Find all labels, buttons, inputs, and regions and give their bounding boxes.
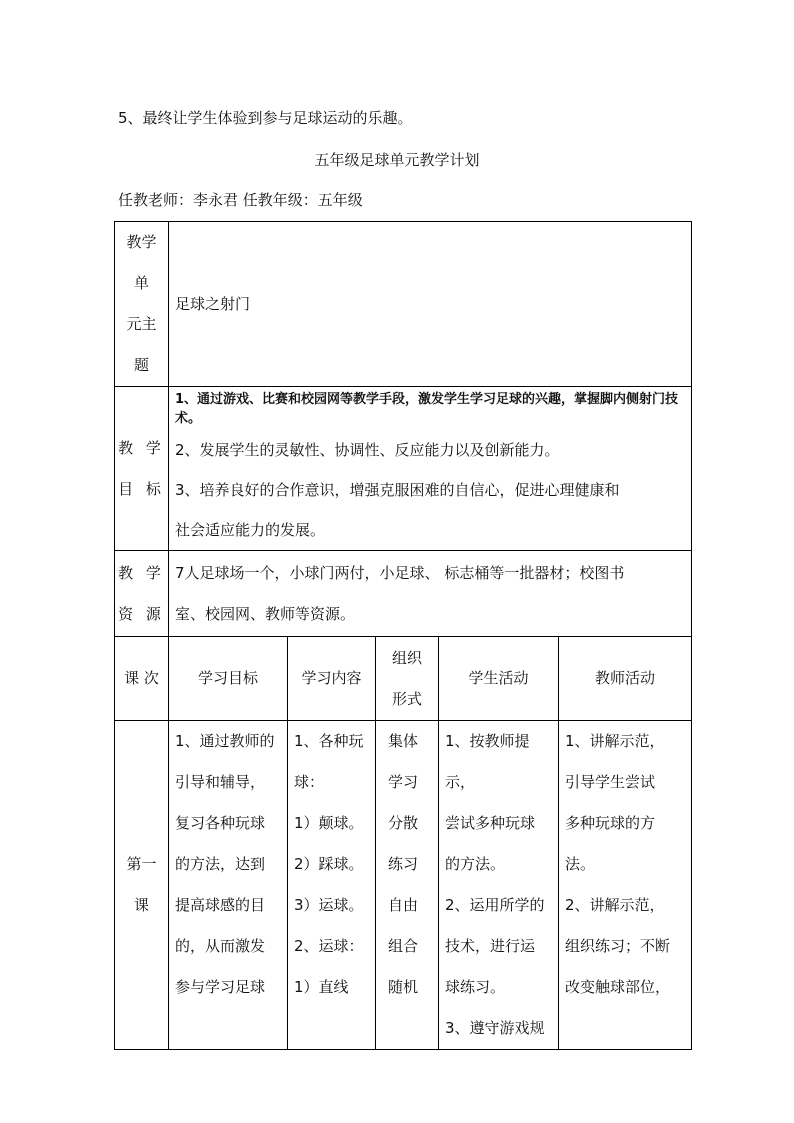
resources-line-2: 室、校园网、教师等资源。	[175, 604, 356, 623]
lesson-1-row	[115, 721, 692, 1050]
lesson-1-goal: 1、通过教师的 引导和辅导， 复习各种玩球 的方法，达到 提高球感的目 的，从而激发 参与学习足球	[169, 721, 288, 1050]
lesson-1-content: 1、各种玩 球： 1）颠球。 2）踩球。 3）运球。 2、运球： 1）直线	[288, 721, 376, 1050]
goal-3-line-1: 3、培养良好的合作意识，增强克服困难的自信心，促进心理健康和	[175, 480, 620, 499]
goal-3-line-2: 社会适应能力的发展。	[175, 520, 326, 539]
lesson-1-student: 1、按教师提示， 尝试多种玩球 的方法。 2、运用所学的 技术，进行运 球练习。 3、遵守游戏规	[439, 721, 559, 1050]
unit-theme-value: 足球之射门	[169, 222, 692, 387]
resources-value	[169, 551, 692, 637]
unit-theme-row	[115, 222, 692, 387]
goal-2: 2、发展学生的灵敏性、协调性、反应能力以及创新能力。	[175, 440, 560, 459]
header-content: 学习内容	[288, 637, 376, 721]
unit-theme-label: 教学 单 元主 题	[115, 222, 169, 387]
header-lesson: 课 次	[115, 637, 169, 721]
goals-value	[169, 387, 692, 551]
teaching-plan-table	[114, 221, 692, 1050]
resources-row	[115, 551, 692, 637]
lesson-1-label: 第一 课	[115, 721, 169, 1050]
header-teacher: 教师活动	[559, 637, 692, 721]
header-org: 组织 形式	[376, 637, 439, 721]
header-goal: 学习目标	[169, 637, 288, 721]
resources-label: 教 学 资 源	[115, 551, 169, 637]
header-student: 学生活动	[439, 637, 559, 721]
lesson-header-row	[115, 637, 692, 721]
page-title: 五年级足球单元教学计划	[314, 151, 480, 169]
goal-1: 1、通过游戏、比赛和校园网等教学手段，激发学生学习足球的兴趣，掌握脚内侧射门技术。	[175, 391, 679, 426]
goals-row	[115, 387, 692, 551]
goals-label: 教 学 目 标	[115, 387, 169, 551]
lesson-1-teacher: 1、讲解示范， 引导学生尝试 多种玩球的方 法。 2、讲解示范， 组织练习；不断 改变触球部位，	[559, 721, 692, 1050]
intro-line: 5、最终让学生体验到参与足球运动的乐趣。	[118, 109, 413, 127]
teacher-info: 任教老师：李永君 任教年级：五年级	[118, 191, 363, 209]
lesson-1-org: 集体 学习 分散 练习 自由 组合 随机	[376, 721, 439, 1050]
resources-line-1: 7人足球场一个，小球门两付，小足球、 标志桶等一批器材；校图书	[175, 563, 625, 582]
